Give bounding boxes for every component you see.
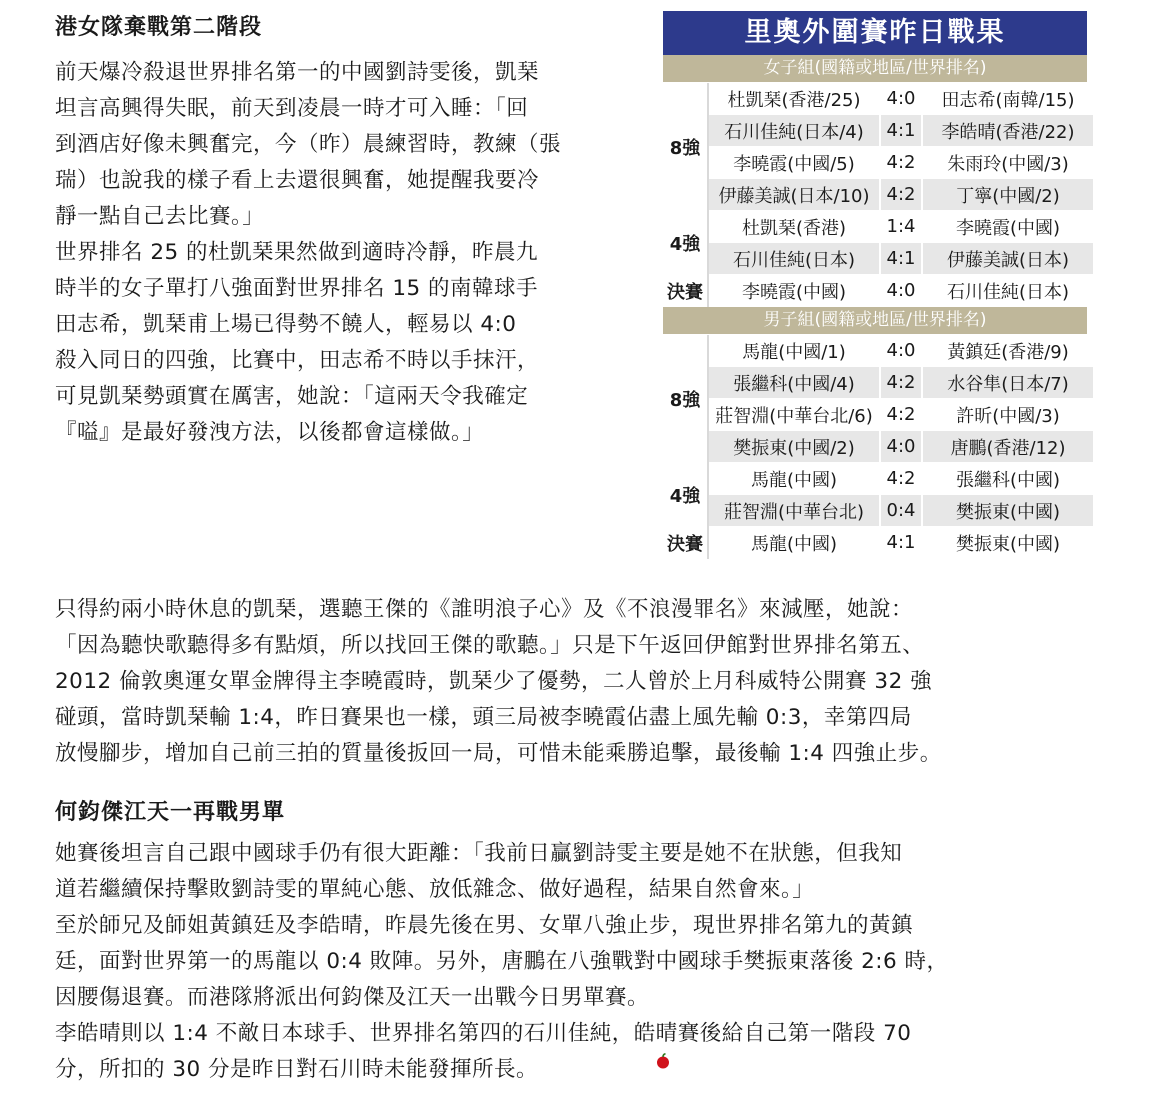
result-row <box>663 527 1093 559</box>
player-1: 莊智淵(中華台北) <box>708 495 880 527</box>
paragraph-2 <box>55 592 1115 772</box>
score: 4:0 <box>880 83 922 115</box>
column-text-line: 到酒店好像未興奮完，今（昨）晨練習時，教練（張 <box>55 132 562 157</box>
result-row <box>663 115 1093 147</box>
column-text-line: 田志希，凱琹甫上場已得勢不饒人，輕易以 4:0 <box>55 312 517 337</box>
score: 1:4 <box>880 211 922 243</box>
player-1: 馬龍(中國) <box>708 463 880 495</box>
score: 4:1 <box>880 243 922 275</box>
paragraph-text-line: 2012 倫敦奧運女單金牌得主李曉霞時，凱琹少了優勢，二人曾於上月科威特公開賽 32 強 <box>55 669 933 694</box>
player-2: 許昕(中國/3) <box>922 399 1093 431</box>
apple-icon <box>655 1053 671 1069</box>
result-row <box>663 83 1093 115</box>
player-1: 莊智淵(中華台北/6) <box>708 399 880 431</box>
player-1: 馬龍(中國) <box>708 527 880 559</box>
player-2: 李曉霞(中國) <box>922 211 1093 243</box>
column-text-line: 瑞）也說我的樣子看上去還很興奮，她提醒我要冷 <box>55 168 540 193</box>
score: 4:0 <box>880 275 922 307</box>
women-subtitle: 女子組(國籍或地區/世界排名) <box>663 55 1087 83</box>
men-results <box>663 335 1093 559</box>
column-text-line: 前天爆冷殺退世界排名第一的中國劉詩雯後，凱琹 <box>55 60 540 85</box>
paragraph-text-line: 碰頭，當時凱琹輸 1:4，昨日賽果也一樣，頭三局被李曉霞佔盡上風先輸 0:3，幸第四局 <box>55 705 912 730</box>
paragraph-text-line: 因腰傷退賽。而港隊將派出何鈞傑及江天一出戰今日男單賽。 <box>55 985 650 1010</box>
paragraph-text-line: 「因為聽快歌聽得多有點煩，所以找回王傑的歌聽。」只是下午返回伊館對世界排名第五、 <box>55 633 925 658</box>
player-1: 石川佳純(日本) <box>708 243 880 275</box>
result-row <box>663 399 1093 431</box>
section-heading-2: 何鈞傑江天一再戰男單 <box>55 800 286 825</box>
player-2: 張繼科(中國) <box>922 463 1093 495</box>
player-2: 樊振東(中國) <box>922 495 1093 527</box>
player-1: 張繼科(中國/4) <box>708 367 880 399</box>
section-heading-1: 港女隊棄戰第二階段 <box>55 15 263 40</box>
column-text-line: 可見凱琹勢頭實在厲害，她說：「這兩天令我確定 <box>55 384 529 409</box>
player-2: 水谷隼(日本/7) <box>922 367 1093 399</box>
paragraph-text-line: 李皓晴則以 1:4 不敵日本球手、世界排名第四的石川佳純，皓晴賽後給自己第一階段 70 <box>55 1021 912 1046</box>
player-2: 伊藤美誠(日本) <box>922 243 1093 275</box>
paragraph-text-line: 她賽後坦言自己跟中國球手仍有很大距離：「我前日贏劉詩雯主要是她不在狀態，但我知 <box>55 841 903 866</box>
column-text-line: 坦言高興得失眠，前天到凌晨一時才可入睡：「回 <box>55 96 529 121</box>
paragraph-3 <box>55 836 1115 1088</box>
result-row <box>663 211 1093 243</box>
player-1: 石川佳純(日本/4) <box>708 115 880 147</box>
round-label: 8強 <box>663 335 708 463</box>
result-row <box>663 335 1093 367</box>
player-2: 丁寧(中國/2) <box>922 179 1093 211</box>
score: 4:0 <box>880 431 922 463</box>
column-text-line: 時半的女子單打八強面對世界排名 15 的南韓球手 <box>55 276 539 301</box>
result-row <box>663 179 1093 211</box>
column-paragraphs <box>55 55 645 451</box>
column-text-line: 世界排名 25 的杜凱琹果然做到適時冷靜，昨晨九 <box>55 240 539 265</box>
result-row <box>663 275 1093 307</box>
paragraph-text-line: 分，所扣的 30 分是昨日對石川時未能發揮所長。 <box>55 1057 539 1082</box>
round-label: 8強 <box>663 83 708 211</box>
paragraph-text-line: 廷，面對世界第一的馬龍以 0:4 敗陣。另外，唐鵬在八強戰對中國球手樊振東落後 2:6 時， <box>55 949 949 974</box>
score: 4:2 <box>880 147 922 179</box>
player-1: 杜凱琹(香港) <box>708 211 880 243</box>
player-1: 李曉霞(中國) <box>708 275 880 307</box>
result-row <box>663 367 1093 399</box>
player-2: 石川佳純(日本) <box>922 275 1093 307</box>
paragraph-text-line: 放慢腳步，增加自己前三拍的質量後扳回一局，可惜未能乘勝追擊，最後輸 1:4 四強止步。 <box>55 741 942 766</box>
score: 4:1 <box>880 115 922 147</box>
column-text-line: 『嗌』是最好發洩方法，以後都會這樣做。」 <box>55 420 485 445</box>
column-text-line: 殺入同日的四強，比賽中，田志希不時以手抹汗， <box>55 348 540 373</box>
score: 4:1 <box>880 527 922 559</box>
player-1: 伊藤美誠(日本/10) <box>708 179 880 211</box>
score: 0:4 <box>880 495 922 527</box>
men-subtitle: 男子組(國籍或地區/世界排名) <box>663 307 1087 335</box>
round-label: 決賽 <box>663 275 708 307</box>
paragraph-text-line: 至於師兄及師姐黃鎮廷及李皓晴，昨晨先後在男、女單八強止步，現世界排名第九的黃鎮 <box>55 913 914 938</box>
result-row <box>663 463 1093 495</box>
result-row <box>663 431 1093 463</box>
player-1: 馬龍(中國/1) <box>708 335 880 367</box>
score: 4:2 <box>880 463 922 495</box>
player-2: 田志希(南韓/15) <box>922 83 1093 115</box>
round-label: 4強 <box>663 211 708 275</box>
column-text-line: 靜一點自己去比賽。」 <box>55 204 265 229</box>
score: 4:0 <box>880 335 922 367</box>
result-row <box>663 243 1093 275</box>
women-results <box>663 83 1093 307</box>
paragraph-text-line: 道若繼續保持擊敗劉詩雯的單純心態、放低雜念、做好過程，結果自然會來。」 <box>55 877 815 902</box>
round-label: 4強 <box>663 463 708 527</box>
results-table <box>663 11 1087 559</box>
paragraph-text-line: 只得約兩小時休息的凱琹，選聽王傑的《誰明浪子心》及《不浪漫罪名》來減壓，她說： <box>55 597 914 622</box>
score: 4:2 <box>880 367 922 399</box>
player-2: 唐鵬(香港/12) <box>922 431 1093 463</box>
result-row <box>663 147 1093 179</box>
player-1: 李曉霞(中國/5) <box>708 147 880 179</box>
score: 4:2 <box>880 179 922 211</box>
score: 4:2 <box>880 399 922 431</box>
player-1: 樊振東(中國/2) <box>708 431 880 463</box>
result-row <box>663 495 1093 527</box>
player-2: 朱雨玲(中國/3) <box>922 147 1093 179</box>
player-2: 樊振東(中國) <box>922 527 1093 559</box>
round-label: 決賽 <box>663 527 708 559</box>
player-2: 黃鎮廷(香港/9) <box>922 335 1093 367</box>
player-2: 李皓晴(香港/22) <box>922 115 1093 147</box>
results-title: 里奧外圍賽昨日戰果 <box>663 11 1087 55</box>
player-1: 杜凱琹(香港/25) <box>708 83 880 115</box>
